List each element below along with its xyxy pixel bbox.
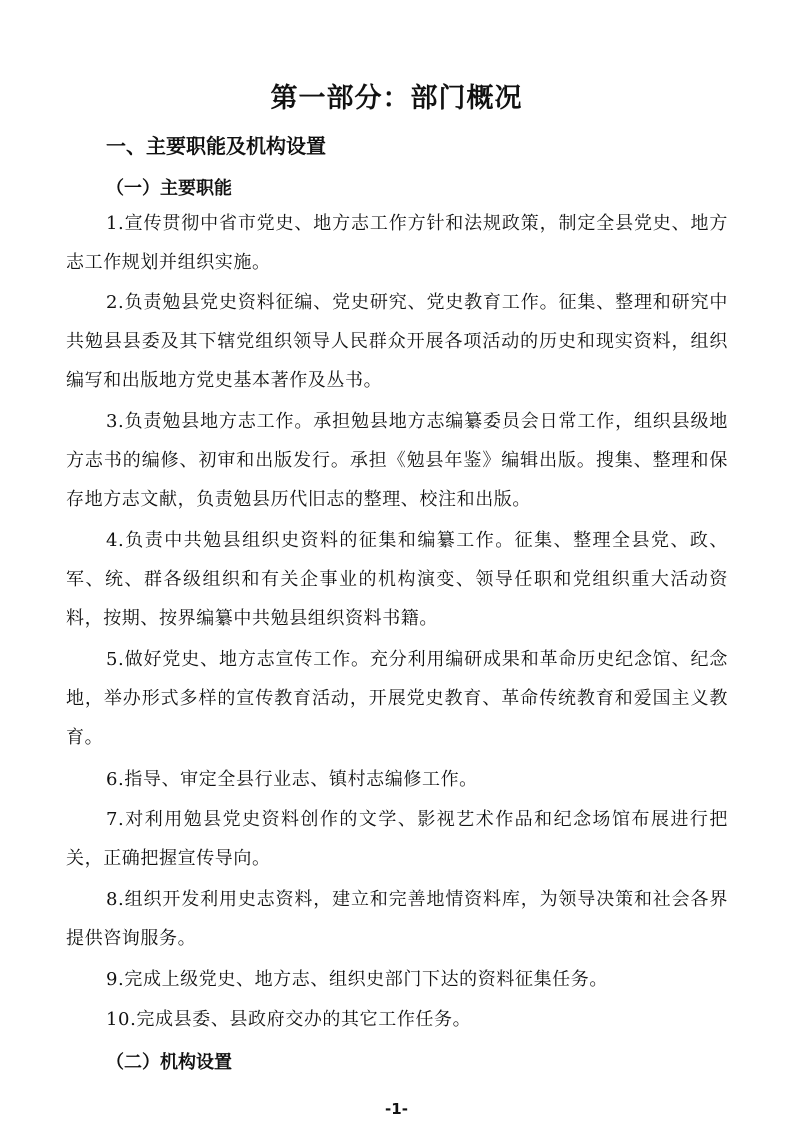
subsection-heading-structure: （二）机构设置: [106, 1052, 232, 1073]
page-number: -1-: [385, 1100, 408, 1118]
function-item-10: 10.完成县委、县政府交办的其它工作任务。: [106, 1009, 472, 1030]
function-item-2: 2.负责勉县党史资料征编、党史研究、党史教育工作。征集、整理和研究中共勉县县委及其下辖党组织领导人民群众开展各项活动的历史和现实资料，组织编写和出版地方党史基本著作及丛书。: [66, 292, 728, 391]
function-item-9: 9.完成上级党史、地方志、组织史部门下达的资料征集任务。: [106, 969, 608, 990]
function-item-1: 1.宣传贯彻中省市党史、地方志工作方针和法规政策，制定全县党史、地方志工作规划并组织实施。: [66, 213, 728, 273]
function-item-4: 4.负责中共勉县组织史资料的征集和编纂工作。征集、整理全县党、政、军、统、群各级组织和有关企事业的机构演变、领导任职和党组织重大活动资料，按期、按界编纂中共勉县组织资料书籍。: [66, 530, 728, 629]
function-item-6: 6.指导、审定全县行业志、镇村志编修工作。: [106, 769, 478, 790]
function-item-7: 7.对利用勉县党史资料创作的文学、影视艺术作品和纪念场馆布展进行把关，正确把握宣传导向。: [66, 809, 728, 869]
function-item-8: 8.组织开发利用史志资料，建立和完善地情资料库，为领导决策和社会各界提供咨询服务。: [66, 889, 728, 949]
page-title: 第一部分：部门概况: [270, 83, 523, 114]
function-item-3: 3.负责勉县地方志工作。承担勉县地方志编纂委员会日常工作，组织县级地方志书的编修、初审和出版发行。承担《勉县年鉴》编辑出版。搜集、整理和保存地方志文献，负责勉县历代旧志的整理、校注和出版。: [66, 411, 728, 510]
subsection-heading-functions: （一）主要职能: [106, 178, 232, 199]
section-heading: 一、主要职能及机构设置: [106, 134, 326, 158]
function-item-5: 5.做好党史、地方志宣传工作。充分利用编研成果和革命历史纪念馆、纪念地，举办形式多样的宣传教育活动，开展党史教育、革命传统教育和爱国主义教育。: [66, 649, 728, 748]
